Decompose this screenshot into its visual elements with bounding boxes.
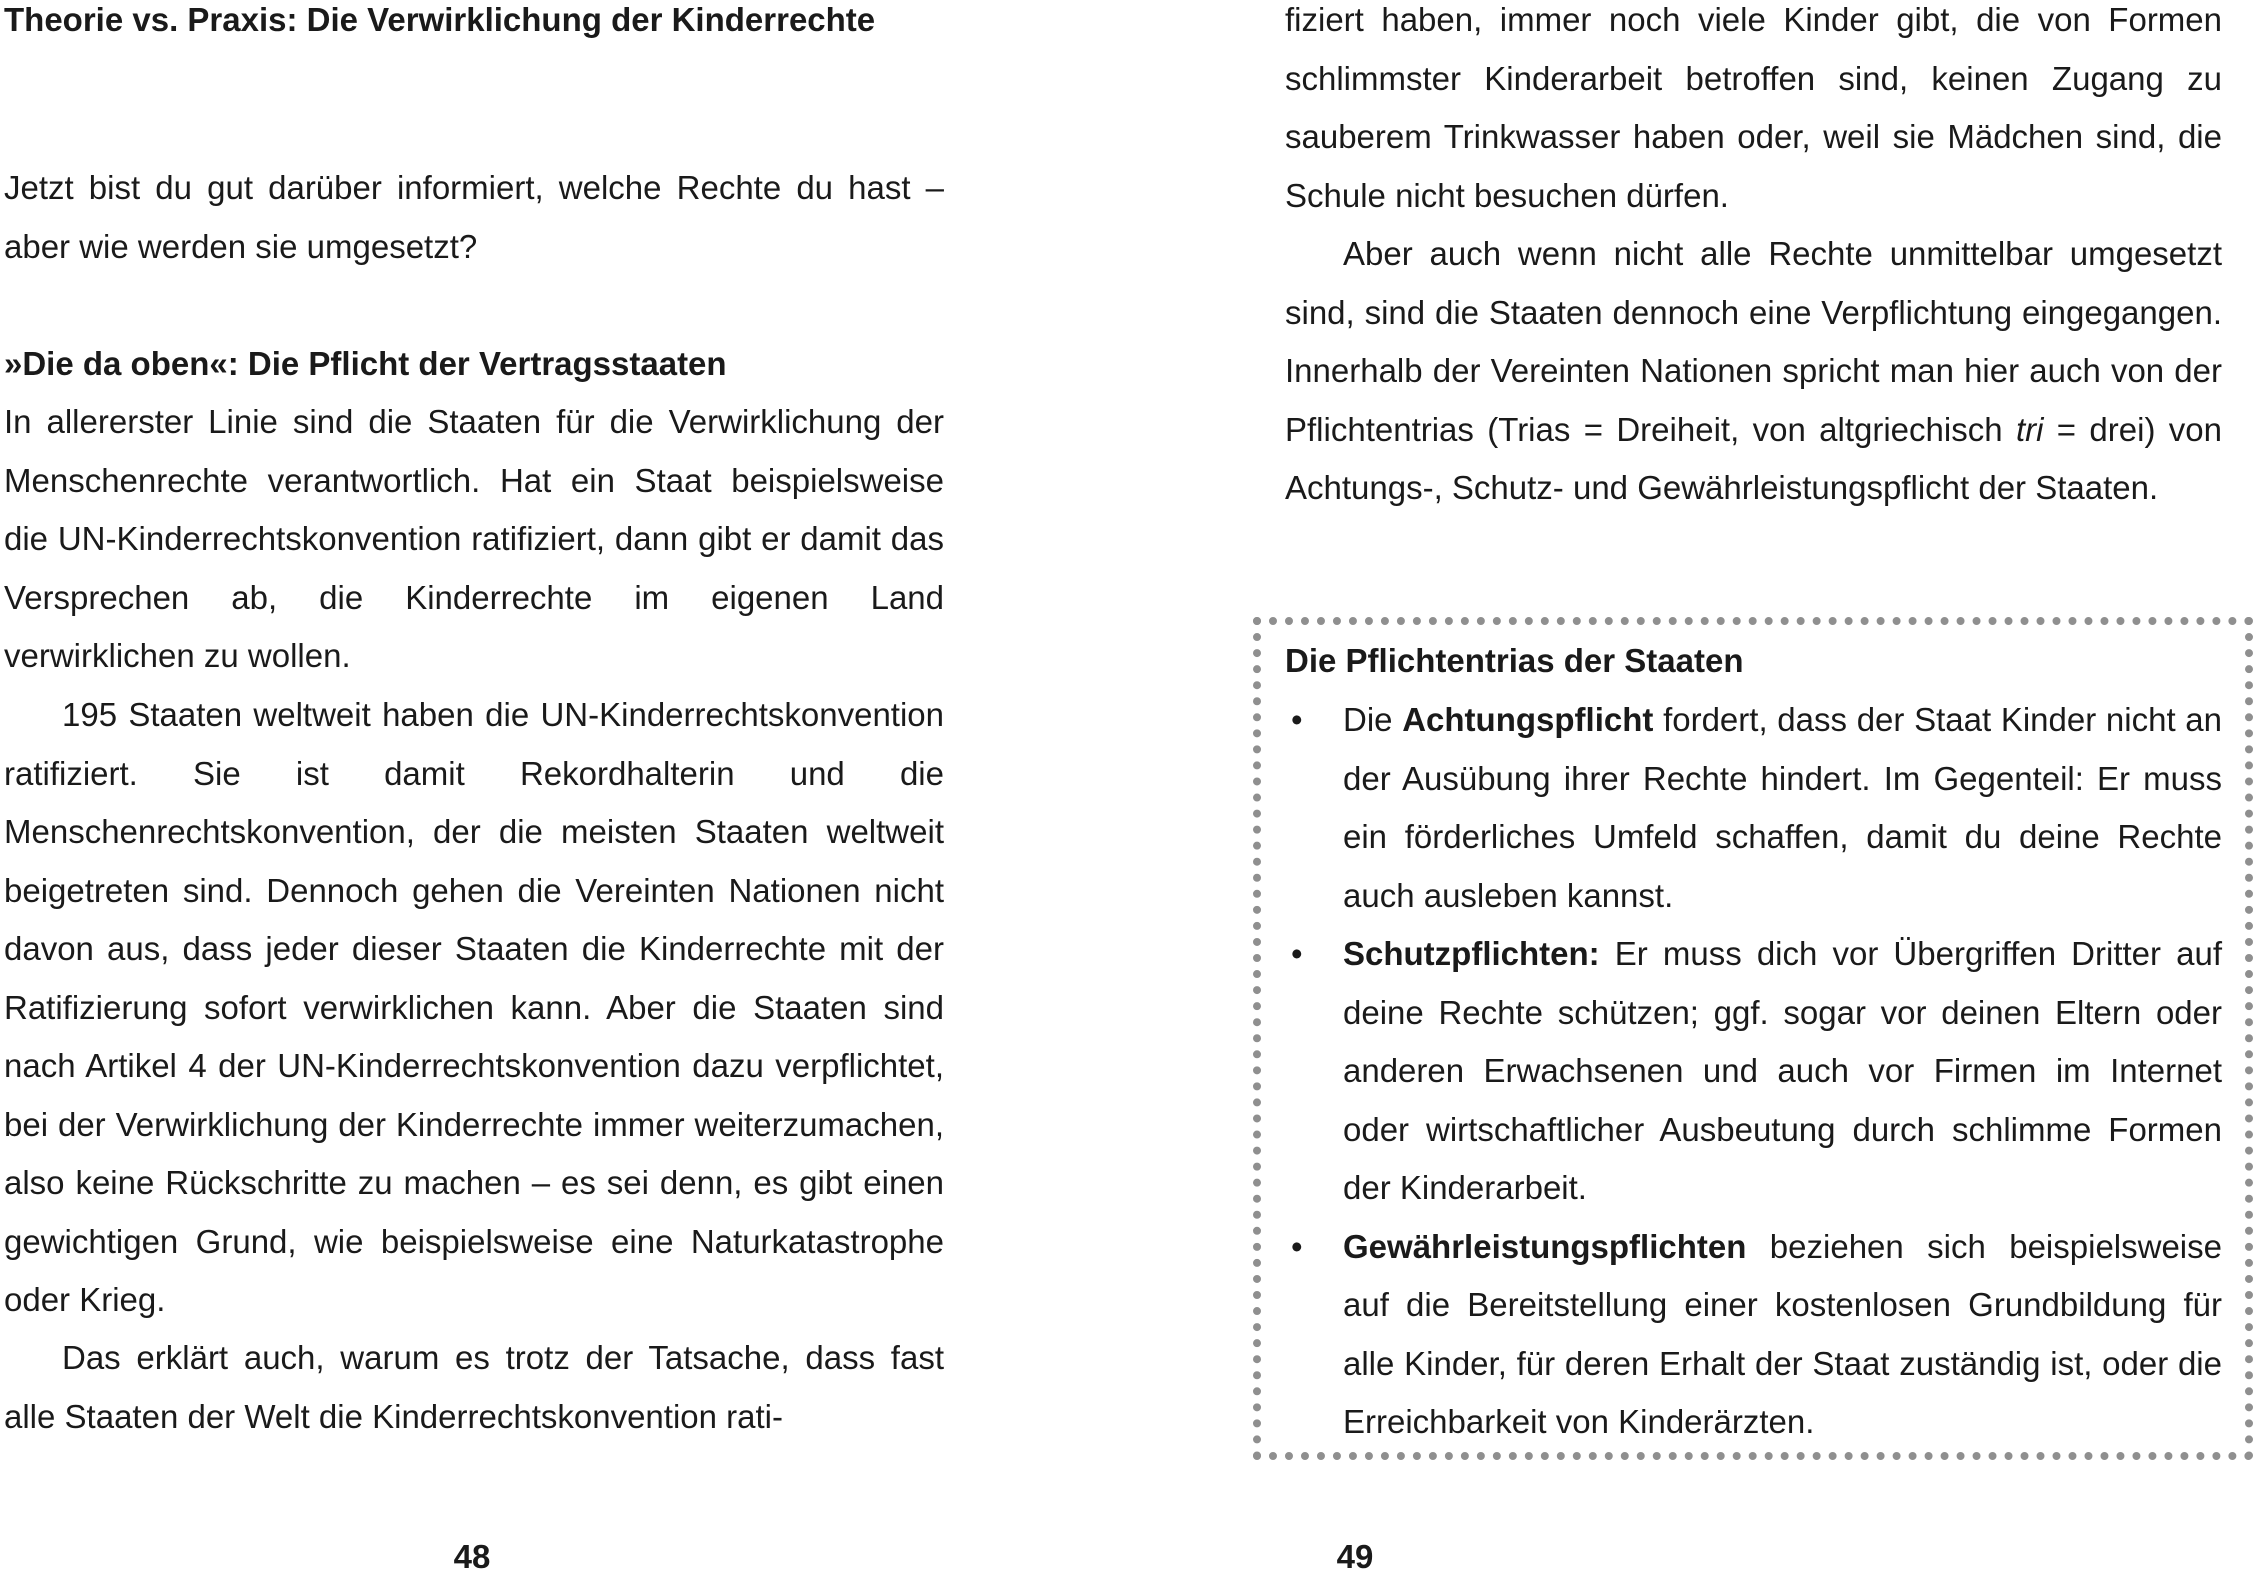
left-page	[0, 0, 1127, 1574]
bullet-icon: •	[1291, 1227, 1303, 1265]
intro-paragraph: Jetzt bist du gut darüber informiert, welche Rechte du hast – aber wie werden sie umgesetzt?	[4, 169, 944, 265]
page-number-right: 49	[1336, 1538, 1374, 1575]
bullet-icon: •	[1291, 701, 1303, 738]
italic-term-tri: tri	[2015, 410, 2044, 448]
chapter-heading: Theorie vs. Praxis: Die Verwirklichung der Kinderrechte	[4, 1, 876, 38]
section-subheading: »Die da oben«: Die Pflicht der Vertragsstaaten	[4, 345, 727, 382]
paragraph-ratification: 195 Staaten weltweit haben die UN-Kinderrechtskonvention ratifiziert. Sie ist damit Rekordhalterin und die Menschenrechtskonvention, der die meisten Staaten weltweit beigetreten sind. Dennoch gehen die Vereinten Nationen nicht davon aus, dass jeder dieser Staaten die Kinderrechte mit der Ratifizierung sofort verwirklichen kann. Aber die Staaten sind nach Artikel 4 der UN-Kinderrechtskonvention dazu verpflichtet, bei der Verwirklichung der Kinderrechte immer weiterzumachen, also keine Rückschritte zu machen – es sei denn, es gibt einen gewichtigen Grund, wie beispielsweise eine Naturkatastrophe oder Krieg.	[4, 696, 944, 1318]
list-item-respect-duty: • Die Achtungspflicht fordert, dass der Staat Kinder nicht an der Ausübung ihrer Rechte hindert. Im Gegenteil: Er muss ein förderliches Umfeld schaffen, damit du deine Rechte auch ausleben kannst.	[1285, 691, 2222, 925]
paragraph-state-responsibility: In allererster Linie sind die Staaten für die Verwirklichung der Menschenrechte verantwortlich. Hat ein Staat beispielsweise die UN-Kinderrechtskonvention ratifiziert, dann gibt er damit das Versprechen ab, die Kinderrechte im eigenen Land verwirklichen zu wollen.	[4, 403, 944, 674]
paragraph-explanation-start: Das erklärt auch, warum es trotz der Tatsache, dass fast alle Staaten der Welt die Kinderrechtskonvention rati-	[4, 1339, 944, 1435]
term-protection-duty: Schutzpflichten:	[1343, 935, 1600, 972]
bullet-icon: •	[1291, 935, 1303, 972]
term-respect-duty: Achtungspflicht	[1402, 701, 1654, 738]
paragraph-obligation	[1285, 225, 2222, 518]
list-item-protection-duty: • Schutzpflichten: Er muss dich vor Übergriffen Dritter auf deine Rechte schützen; ggf. sogar vor deinen Eltern oder anderen Erwachsenen und auch vor Firmen im Internet oder wirtschaftlicher Ausbeutung durch schlimme Formen der Kinderarbeit.	[1285, 925, 2222, 1218]
right-page	[1127, 0, 2254, 1574]
paragraph-obligation-text-end: = drei) von Achtungs-, Schutz- und Gewährleistungspflicht der Staaten.	[1285, 410, 2223, 506]
paragraph-explanation-end: fiziert haben, immer noch viele Kinder gibt, die von Formen schlimmster Kinderarbeit betroffen sind, keinen Zugang zu sauberem Trinkwasser haben oder, weil sie Mädchen sind, die Schule nicht besuchen dürfen.	[1285, 1, 2222, 214]
duty-list	[1285, 691, 2222, 1452]
term-fulfilment-duty: Gewährleistungspflichten	[1343, 1227, 1747, 1265]
list-item-fulfilment-duty: • Gewährleistungspflichten beziehen sich beispielsweise auf die Bereitstellung einer kostenlosen Grundbildung für alle Kinder, für deren Erhalt der Staat zuständig ist, oder die Erreichbarkeit von Kinderärzten.	[1285, 1218, 2222, 1452]
page-number-left: 48	[453, 1538, 491, 1575]
paragraph-obligation-text: Aber auch wenn nicht alle Rechte unmittelbar umgesetzt sind, sind die Staaten dennoch eine Verpflichtung eingegangen. Innerhalb der Vereinten Nationen spricht man hier auch von der Pflichtentrias (Trias = Dreiheit, von altgriechisch	[1285, 235, 2222, 448]
info-box-title: Die Pflichtentrias der Staaten	[1285, 642, 1744, 679]
